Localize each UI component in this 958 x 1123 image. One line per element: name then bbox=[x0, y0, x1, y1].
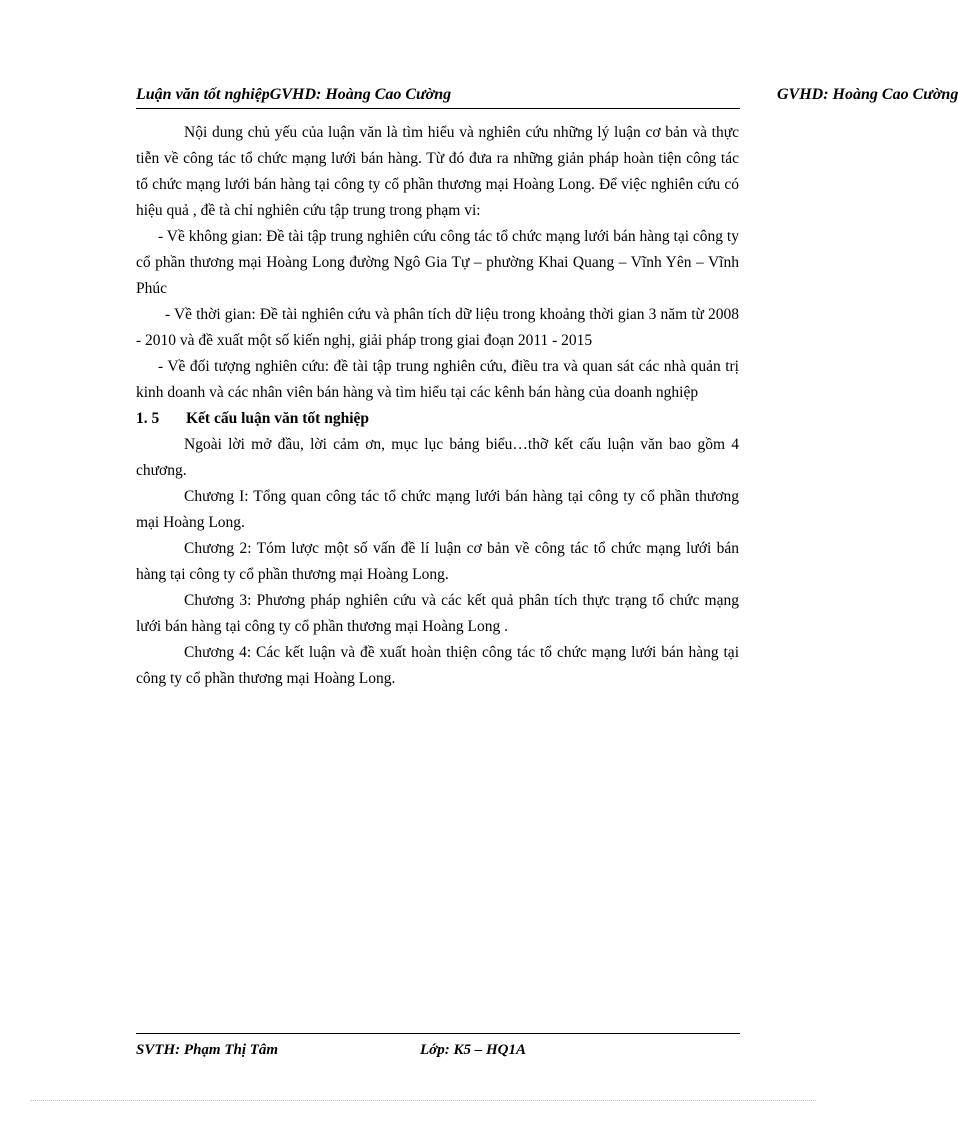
page-footer bbox=[136, 1033, 740, 1064]
chapter-2-paragraph: Chương 2: Tóm lược một số vấn đề lí luận cơ bản về công tác tổ chức mạng lưới bán hàng tại công ty cổ phần thương mại Hoàng Long. bbox=[136, 540, 739, 583]
footer-class: Lớp: K5 – HQ1A bbox=[420, 1042, 526, 1058]
page-break-divider bbox=[30, 1100, 816, 1101]
scope-space-item: - Về không gian: Đề tài tập trung nghiên cứu công tác tổ chức mạng lưới bán hàng tại công ty cổ phần thương mại Hoàng Long đường Ngô Gia Tự – phường Khai Quang – Vĩnh Yên – Vĩnh Phúc bbox=[136, 228, 739, 297]
scope-time-item: - Về thời gian: Đề tài nghiên cứu và phân tích dữ liệu trong khoảng thời gian 3 năm từ 2008 - 2010 và đề xuất một số kiến nghị, giải pháp trong giai đoạn 2011 - 2015 bbox=[136, 306, 739, 349]
intro-paragraph: Nội dung chủ yếu của luận văn là tìm hiểu và nghiên cứu những lý luận cơ bản và thực tiễn về công tác tổ chức mạng lưới bán hàng. Từ đó đưa ra những giản pháp hoàn tiện công tác tổ chức mạng lưới bán hàng tại công ty cổ phần thương mại Hoàng Long. Để việc nghiên cứu có hiệu quả , đề tà chỉ nghiên cứu tập trung trong phạm vi: bbox=[136, 124, 739, 219]
page-body bbox=[136, 120, 739, 692]
scope-subject-item: - Về đối tượng nghiên cứu: đề tài tập trung nghiên cứu, điều tra và quan sát các nhà quản trị kinh doanh và các nhân viên bán hàng và tìm hiểu tại các kênh bán hàng của doanh nghiệp bbox=[136, 358, 739, 401]
chapter-3-paragraph: Chương 3: Phương pháp nghiên cứu và các kết quả phân tích thực trạng tổ chức mạng lưới bán hàng tại công ty cổ phần thương mại Hoàng Long . bbox=[136, 592, 739, 635]
footer-student: SVTH: Phạm Thị Tâm bbox=[136, 1042, 279, 1058]
chapter-1-paragraph: Chương I: Tổng quan công tác tổ chức mạng lưới bán hàng tại công ty cổ phần thương mại Hoàng Long. bbox=[136, 488, 739, 531]
section-heading bbox=[136, 406, 739, 432]
header-repeat: GVHD: Hoàng Cao Cường bbox=[777, 86, 958, 103]
section-number: 1. 5 bbox=[136, 410, 160, 427]
chapter-4-paragraph: Chương 4: Các kết luận và đề xuất hoàn thiện công tác tổ chức mạng lưới bán hàng tại công ty cổ phần thương mại Hoàng Long. bbox=[136, 644, 739, 687]
section-title: Kết cấu luận văn tốt nghiệp bbox=[186, 410, 370, 427]
header-title: Luận văn tốt nghiệpGVHD: Hoàng Cao Cường bbox=[136, 86, 452, 103]
page-header bbox=[136, 84, 958, 109]
structure-paragraph: Ngoài lời mở đầu, lời cảm ơn, mục lục bảng biểu…thỡ kết cấu luận văn bao gồm 4 chương. bbox=[136, 436, 739, 479]
